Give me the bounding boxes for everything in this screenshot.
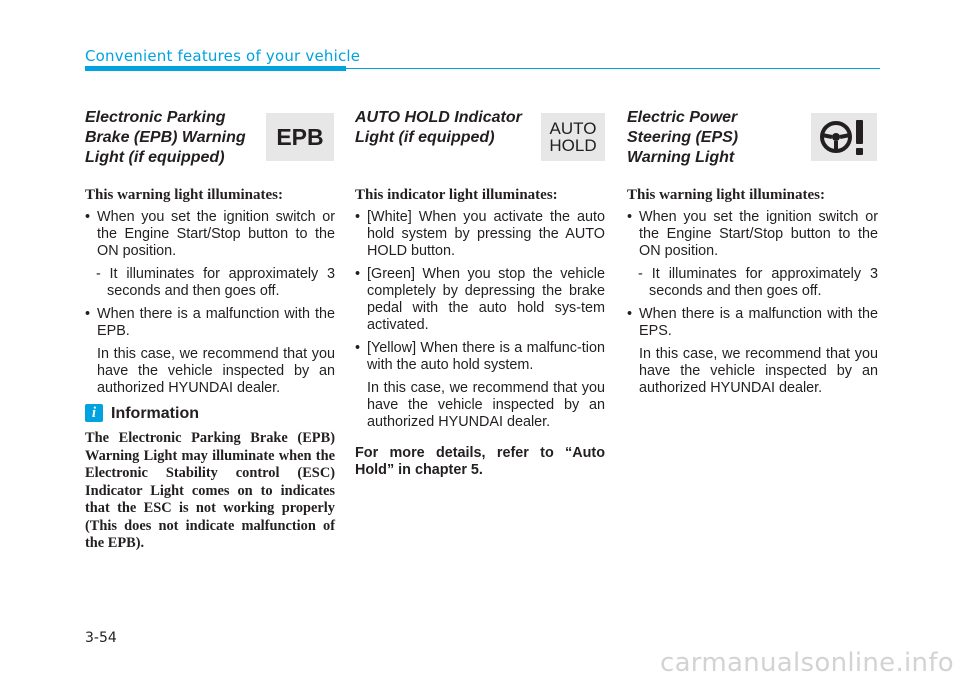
dash-item: - It illuminates for approximately 3 seconds and then goes off.: [638, 266, 878, 299]
watermark: carmanualsonline.info: [659, 648, 954, 678]
header-accent-bar: [85, 66, 346, 71]
auto-hold-icon-line1: AUTO: [549, 119, 597, 138]
title-line: Brake (EPB) Warning: [85, 129, 246, 146]
auto-hold-body: [355, 209, 605, 479]
bullet-item: • [White] When you activate the auto hold system by pressing the AUTO HOLD button.: [355, 209, 605, 260]
auto-hold-icon: [541, 113, 605, 161]
paragraph: In this case, we recommend that you have the vehicle inspected by an authorized HYUNDAI dealer.: [639, 346, 878, 396]
paragraph: In this case, we recommend that you have the vehicle inspected by an authorized HYUNDAI dealer.: [97, 346, 335, 396]
title-line: Electronic Parking: [85, 109, 226, 126]
reference-note: For more details, refer to “Auto Hold” in chapter 5.: [355, 445, 605, 478]
eps-subheading: This warning light illuminates:: [627, 187, 825, 203]
title-line: AUTO HOLD Indicator: [355, 109, 522, 126]
title-line: Steering (EPS): [627, 129, 739, 146]
steering-wheel-warning-graphic: [811, 113, 877, 161]
bullet-item: • When you set the ignition switch or the Engine Start/Stop button to the ON position.: [627, 209, 878, 260]
auto-hold-subheading: This indicator light illuminates:: [355, 187, 558, 203]
bullet-item: • [Green] When you stop the vehicle completely by depressing the brake pedal with the auto hold sys-tem activated.: [355, 266, 605, 334]
bullet-item: • When you set the ignition switch or the Engine Start/Stop button to the ON position.: [85, 209, 335, 260]
epb-icon-label: EPB: [276, 124, 324, 150]
bullet-item: • When there is a malfunction with the EPB.: [85, 306, 335, 340]
info-title: Information: [111, 405, 199, 422]
steering-wheel-warning-icon: [811, 113, 877, 161]
epb-body: [85, 209, 335, 397]
title-line: Light (if equipped): [355, 129, 495, 146]
title-line: Light (if equipped): [85, 149, 225, 166]
epb-icon: [266, 113, 334, 161]
page-number: 3-54: [85, 630, 117, 646]
section-title: Convenient features of your vehicle: [85, 47, 361, 65]
paragraph: In this case, we recommend that you have the vehicle inspected by an authorized HYUNDAI dealer.: [367, 380, 605, 430]
auto-hold-icon-line2: HOLD: [549, 136, 597, 155]
header-rule: [346, 68, 880, 69]
dash-item: - It illuminates for approximately 3 seconds and then goes off.: [96, 266, 335, 299]
eps-body: [627, 209, 878, 397]
title-line: Warning Light: [627, 149, 735, 166]
bullet-item: • [Yellow] When there is a malfunc-tion with the auto hold system.: [355, 340, 605, 374]
bullet-item: • When there is a malfunction with the EPS.: [627, 306, 878, 340]
epb-subheading: This warning light illuminates:: [85, 187, 283, 203]
title-line: Electric Power: [627, 109, 738, 126]
info-icon: i: [85, 404, 103, 422]
info-text: The Electronic Parking Brake (EPB) Warning Light may illuminate when the Electronic Stability control (ESC) Indicator Light comes on to indicates that the ESC is not working properly (This does not indicate malfunction of the EPB).: [85, 430, 335, 551]
